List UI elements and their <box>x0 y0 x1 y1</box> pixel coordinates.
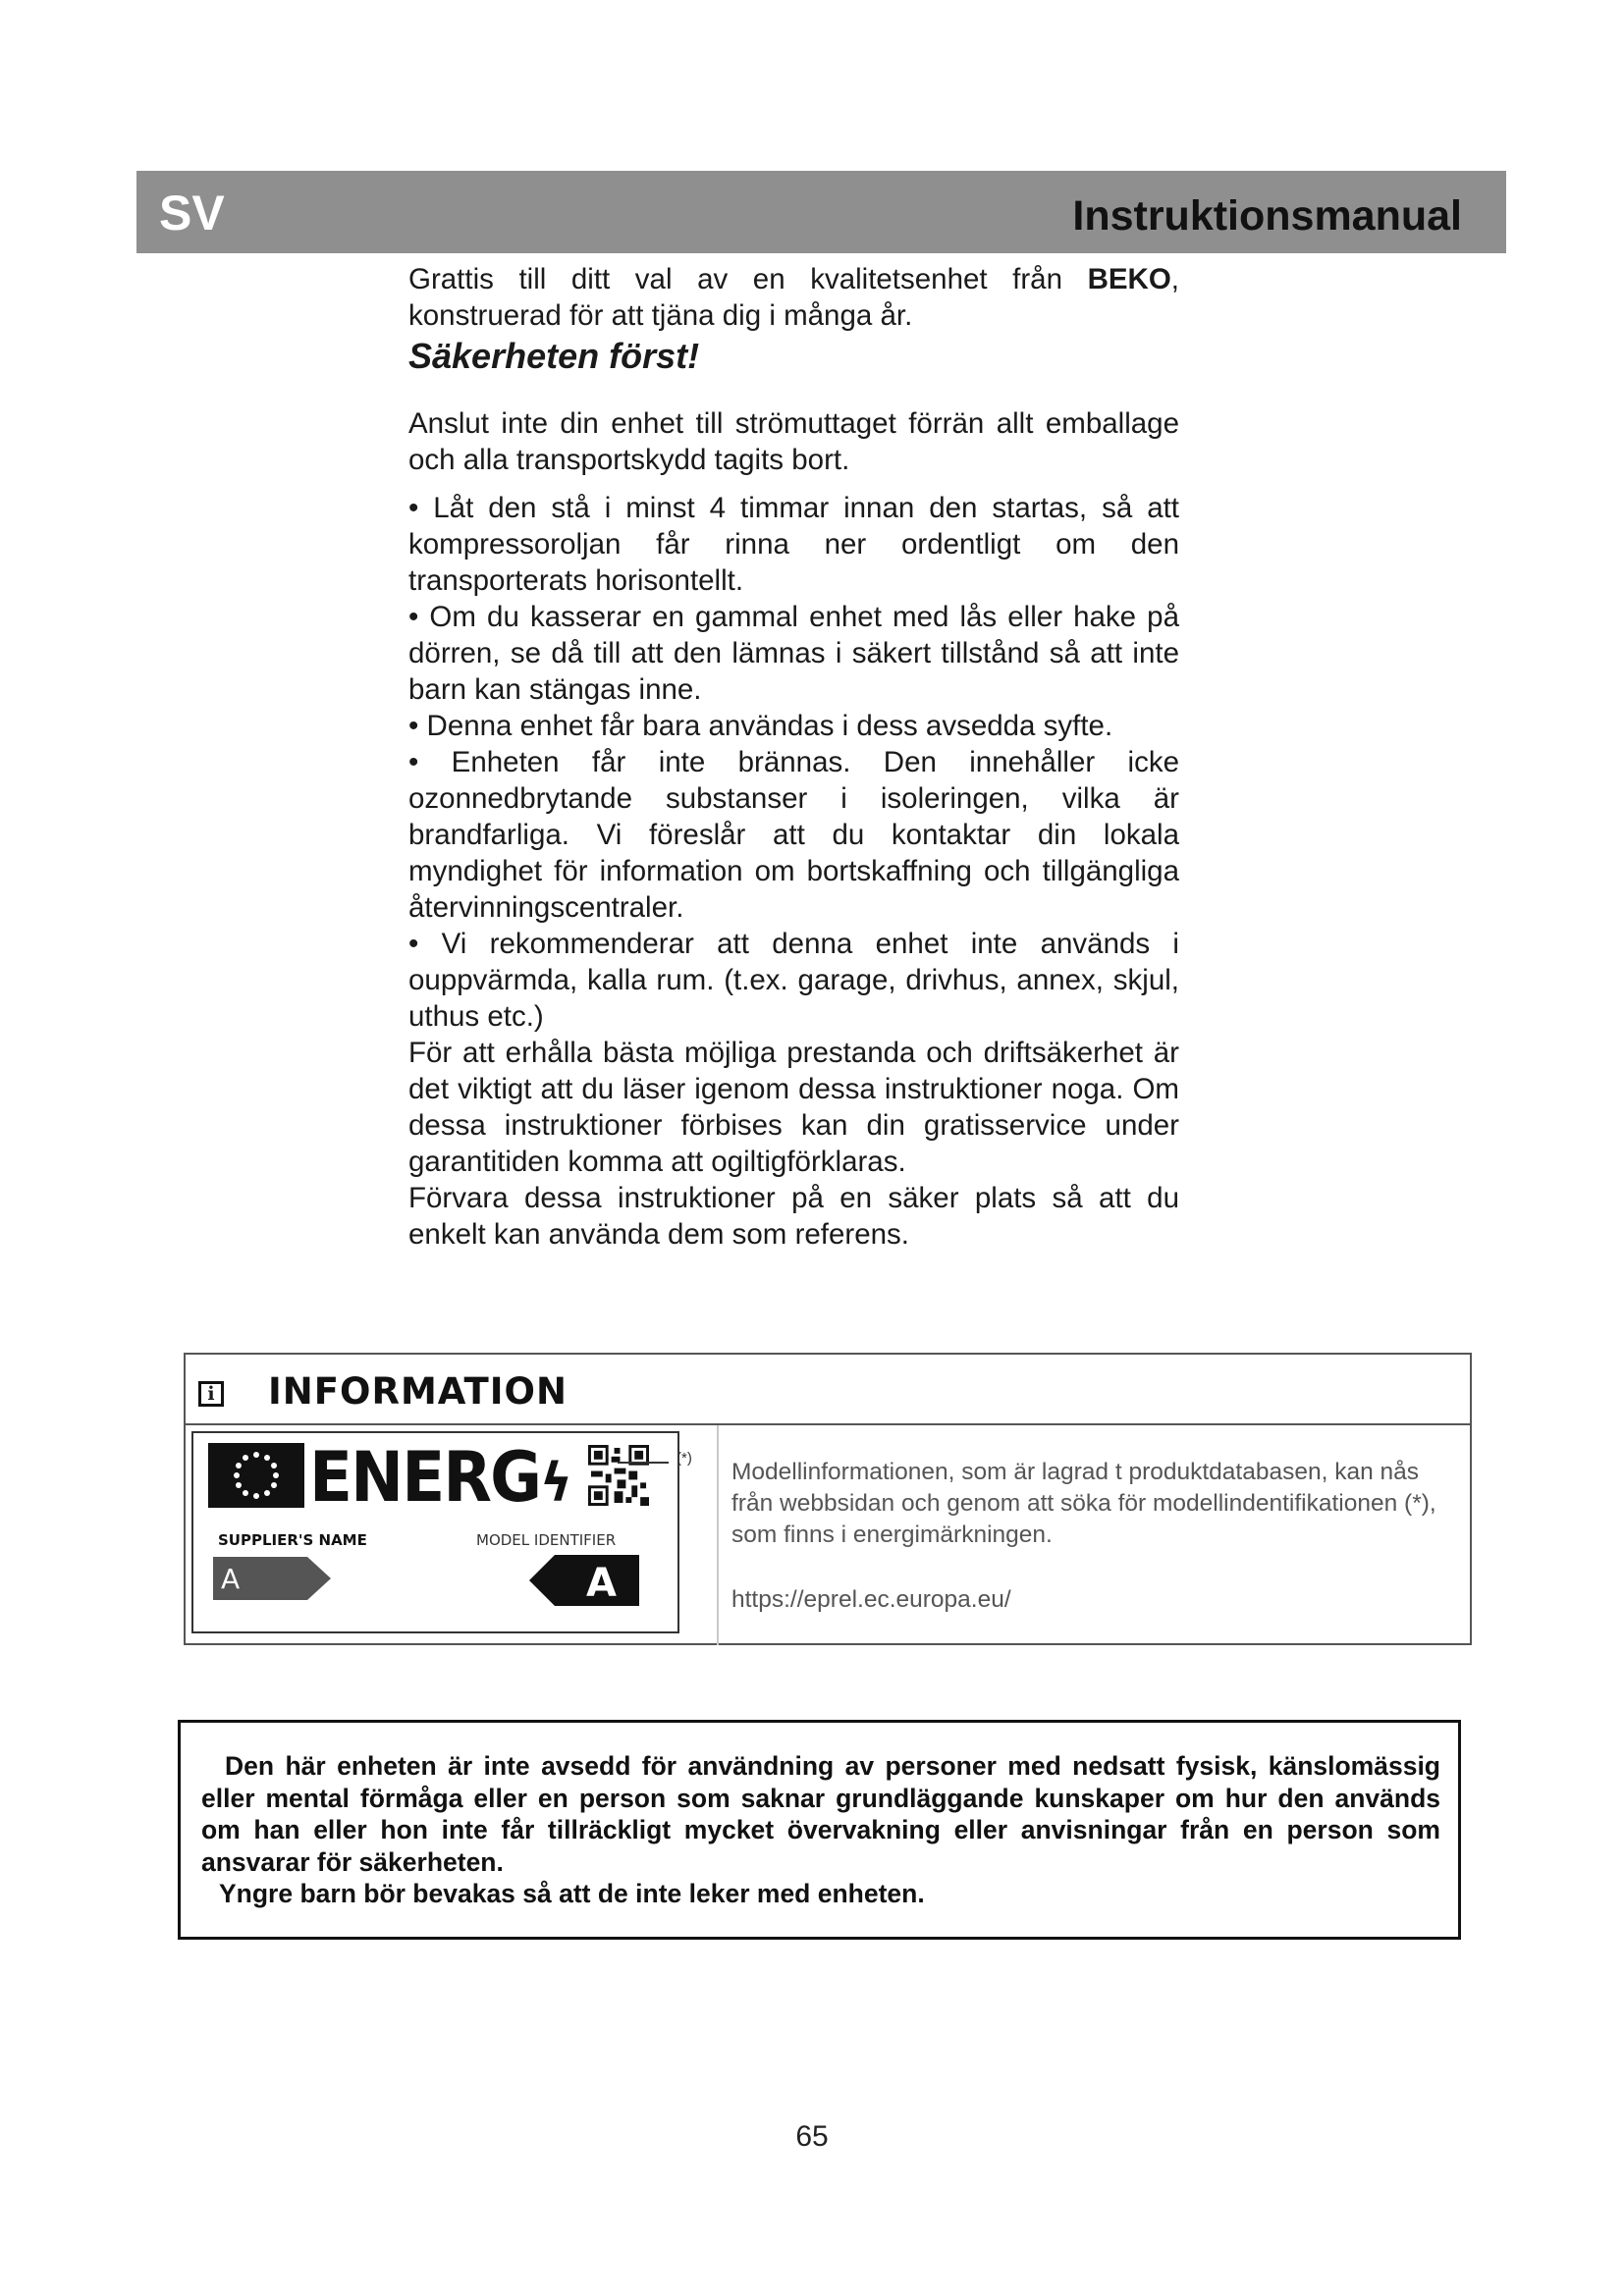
eu-flag-icon <box>208 1443 304 1508</box>
warning-text <box>201 1750 1440 1910</box>
warning-paragraph-1: Den här enheten är inte avsedd för användning av personer med nedsatt fysisk, känslomässig eller mental förmåga eller en person som saknar grundläggande kunskaper om hur den används om han eller hon inte får tillräckligt mycket övervakning eller anvisningar från en person som ansvarar för säkerheten. <box>201 1751 1440 1877</box>
model-identifier-pointer <box>618 1462 669 1464</box>
information-description: Modellinformationen, som är lagrad t produktdatabasen, kan nås från webbsidan och genom att söka för modellindentifikationen (*), som finns i energimärkningen. <box>731 1459 1436 1548</box>
spacer <box>408 478 1179 490</box>
page-number: 65 <box>795 2120 829 2153</box>
energy-label <box>191 1431 679 1633</box>
supplier-name-label: SUPPLIER'S NAME <box>218 1531 367 1549</box>
info-icon: i <box>198 1381 224 1407</box>
information-text <box>731 1457 1438 1551</box>
class-left-arrow <box>213 1557 331 1600</box>
header-bar <box>136 171 1506 253</box>
energy-word: ENERGϟ <box>309 1437 571 1518</box>
language-code: SV <box>159 186 225 240</box>
asterisk-reference: (*) <box>677 1450 692 1467</box>
safety-paragraph: • Vi rekommenderar att denna enhet inte används i ouppvärmda, kalla rum. (t.ex. garage, drivhus, annex, skjul, uthus etc.) <box>408 928 1179 1033</box>
intro-comma: , <box>1170 263 1179 295</box>
class-right-value: A <box>586 1561 617 1606</box>
eprel-link[interactable]: https://eprel.ec.europa.eu/ <box>731 1586 1011 1613</box>
information-title: INFORMATION <box>268 1370 568 1413</box>
brand-name: BEKO <box>1087 263 1171 295</box>
intro-line-1 <box>408 261 1179 297</box>
safety-paragraph: Anslut inte din enhet till strömuttaget förrän allt emballage och alla transportskydd tagits bort. <box>408 407 1179 476</box>
intro-congrats: Grattis till ditt val av en kvalitetsenhet från <box>408 263 1088 295</box>
warning-box <box>178 1720 1461 1940</box>
information-box <box>184 1353 1472 1645</box>
qr-code-icon <box>588 1445 649 1506</box>
main-content <box>408 261 1179 1253</box>
safety-paragraph: • Låt den stå i minst 4 timmar innan den startas, så att kompressoroljan får rinna ner ordentligt om den transporterats horisontellt. <box>408 492 1179 597</box>
intro-line-2: konstruerad för att tjäna dig i många år. <box>408 299 913 332</box>
model-identifier-label: MODEL IDENTIFIER <box>476 1531 617 1549</box>
spacer <box>408 379 1179 405</box>
safety-paragraph: • Enheten får inte brännas. Den innehåller icke ozonnedbrytande substanser i isoleringen, vilka är brandfarliga. Vi föreslår att du kontaktar din lokala myndighet för information om bortskaffning och tillgängliga återvinningscentraler. <box>408 746 1179 924</box>
safety-paragraph: • Denna enhet får bara användas i dess avsedda syfte. <box>408 710 1113 742</box>
manual-title: Instruktionsmanual <box>1072 192 1462 240</box>
safety-paragraph: Förvara dessa instruktioner på en säker plats så att du enkelt kan använda dem som referens. <box>408 1182 1179 1251</box>
information-header <box>186 1355 1470 1425</box>
safety-paragraph: För att erhålla bästa möjliga prestanda och driftsäkerhet är det viktigt att du läser igenom dessa instruktioner noga. Om dessa instruktioner förbises kan din gratisservice under garantitiden komma att ogiltigförklaras. <box>408 1037 1179 1178</box>
divider <box>717 1425 719 1645</box>
safety-heading: Säkerheten först! <box>408 336 700 376</box>
safety-paragraph: • Om du kasserar en gammal enhet med lås eller hake på dörren, se då till att den lämnas i säkert tillstånd så att inte barn kan stängas inne. <box>408 601 1179 706</box>
class-left-value: A <box>221 1563 241 1595</box>
class-right-arrow <box>529 1555 639 1606</box>
warning-paragraph-2: Yngre barn bör bevakas så att de inte leker med enheten. <box>219 1879 925 1908</box>
